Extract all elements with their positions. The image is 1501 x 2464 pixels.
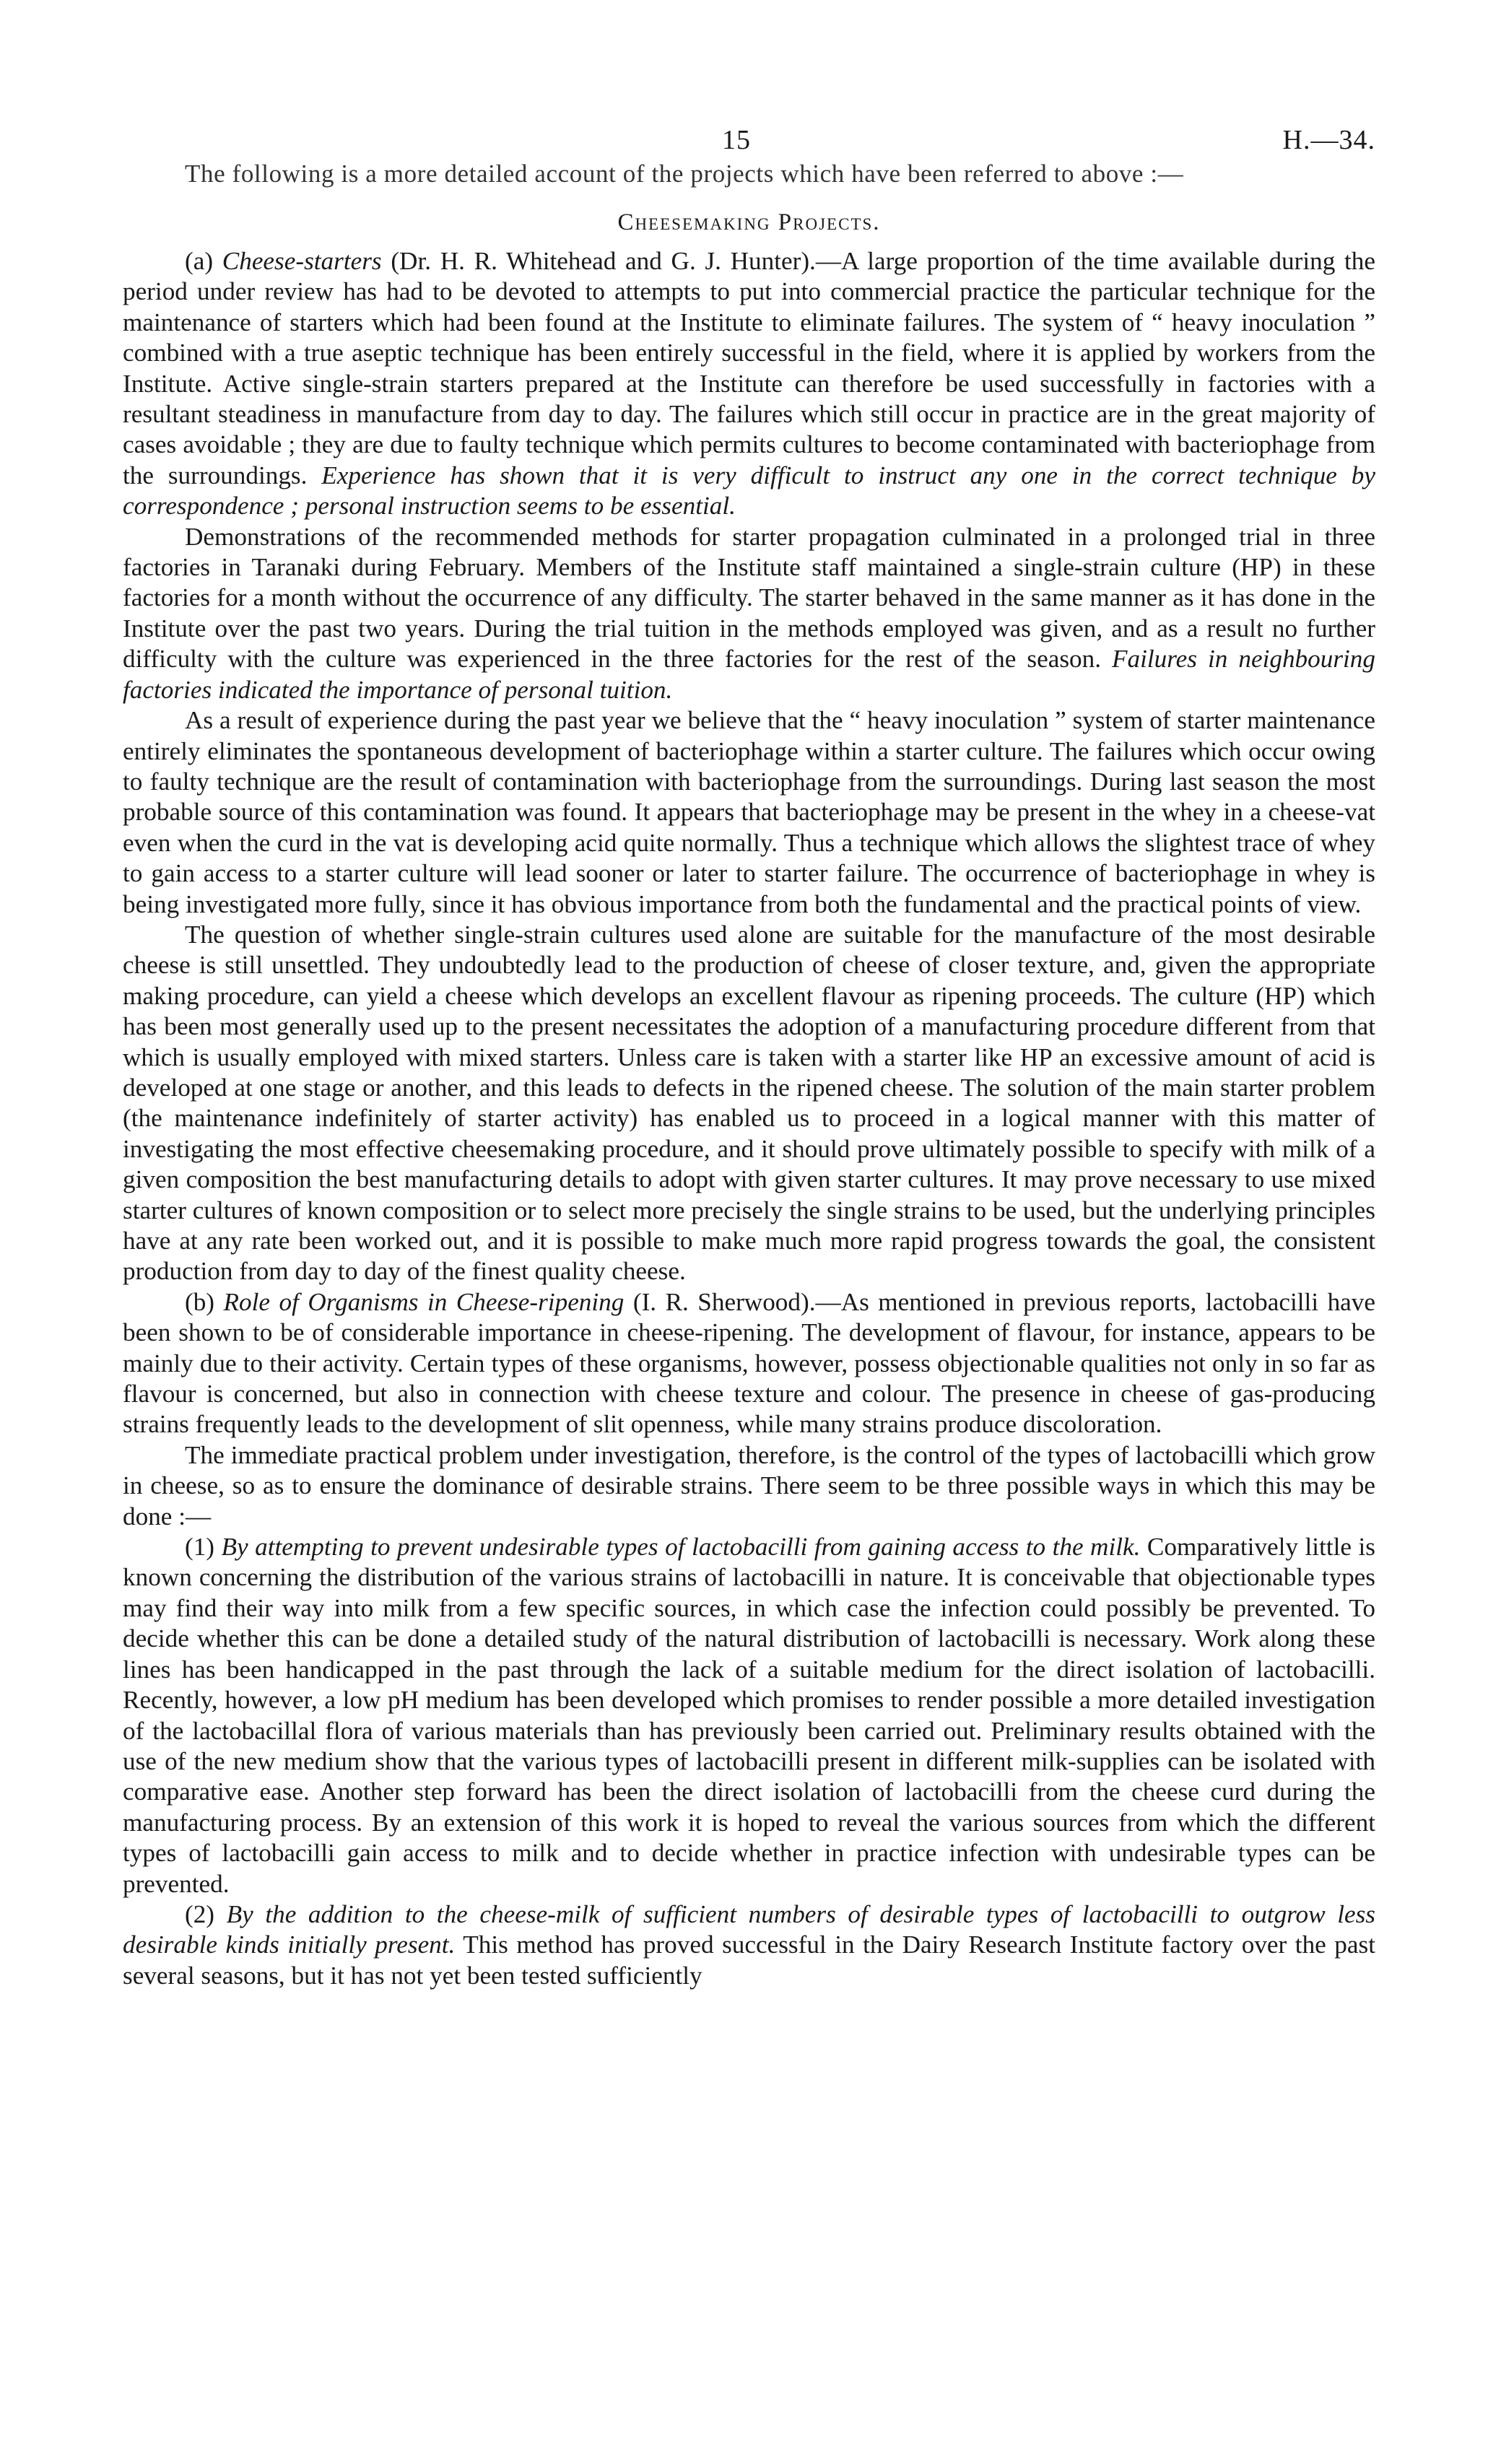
paragraph-text: (b): [185, 1287, 224, 1316]
section-title: Cheesemaking Projects.: [617, 209, 881, 235]
paragraph-cheese-starters: [123, 246, 1375, 522]
paragraph-text: (a): [185, 247, 222, 275]
document-page: [123, 108, 1375, 2433]
page-number: 15: [722, 125, 751, 155]
paragraph-text: Comparatively little is known concerning the distribution of the various strains of lactobacilli in nature. It is conceivable that objectionable types may find their way into milk from a few specific sources, in which case the infection could possibly be prevented. To decide whether this can be done a detailed study of the natural distribution of lactobacilli is necessary. Work along these lines has been handicapped in the past through the lack of a suitable medium for the direct isolation of lactobacilli. Recently, however, a low pH medium has been developed which promises to render possible a more detailed investigation of the lactobacillal flora of various materials than has previously been carried out. Preliminary results obtained with the use of the new medium show that the various types of lactobacilli present in different milk-supplies can be isolated with comparative ease. Another step forward has been the direct isolation of lactobacilli from the cheese curd during the manufacturing process. By an extension of this work it is hoped to reveal the various sources from which the different types of lactobacilli gain access to milk and to decide whether in practice infection with undesirable types can be prevented.: [123, 1533, 1375, 1898]
paragraph-heading-italic: Cheese-starters: [222, 247, 382, 275]
paragraph-heading-italic: Role of Organisms in Cheese-ripening: [223, 1287, 625, 1316]
paragraph-emphasis-italic: Experience has shown that it is very difficult to instruct any one in the correct technique by correspondence ; personal instruction seems to be essential.: [123, 461, 1375, 521]
paragraph-text: This method has proved successful in the Dairy Research Institute factory over the past several seasons, but it has not yet been tested sufficiently: [123, 1930, 1375, 1990]
intro-sentence: The following is a more detailed account of the projects which have been referred to above :—: [185, 160, 1184, 188]
paragraph-single-strain-cultures: [123, 920, 1375, 1287]
document-reference: H.—34.: [1282, 125, 1375, 155]
page-header: [123, 108, 1375, 159]
paragraph-text: (I. R. Sherwood).—As mentioned in previous reports, lactobacilli have been shown to be of considerable importance in cheese-ripening. The development of flavour, for instance, appears to be mainly due to their activity. Certain types of these organisms, however, possess objectionable qualities not only in so far as flavour is concerned, but also in connection with cheese texture and colour. The presence in cheese of gas-producing strains frequently leads to the development of slit openness, while many strains produce discoloration.: [123, 1287, 1375, 1439]
paragraph-text: The immediate practical problem under investigation, therefore, is the control of the types of lactobacilli which grow in cheese, so as to ensure the dominance of desirable strains. There seem to be three possible ways in which this may be done :—: [123, 1440, 1375, 1531]
paragraph-heavy-inoculation: [123, 705, 1375, 920]
paragraph-text: The question of whether single-strain cultures used alone are suitable for the manufacture of the most desirable cheese is still unsettled. They undoubtedly lead to the production of cheese of closer texture, and, given the appropriate making procedure, can yield a cheese which develops an excellent flavour as ripening proceeds. The culture (HP) which has been most generally used up to the present necessitates the adoption of a manufacturing procedure different from that which is usually employed with mixed starters. Unless care is taken with a starter like HP an excessive amount of acid is developed at one stage or another, and this leads to defects in the ripened cheese. The solution of the main starter problem (the maintenance indefinitely of starter activity) has enabled us to proceed in a logical manner with this matter of investigating the most effective cheesemaking procedure, and it should prove ultimately possible to specify with milk of a given composition the best manufacturing details to adopt with given starter cultures. It may prove necessary to use mixed starter cultures of known composition or to select more precisely the single strains to be used, but the underlying principles have at any rate been worked out, and it is possible to make much more rapid progress towards the goal, the consistent production from day to day of the finest quality cheese.: [123, 920, 1375, 1286]
paragraph-method-1: [123, 1532, 1375, 1899]
paragraph-text: (1): [185, 1533, 222, 1562]
paragraph-text: (Dr. H. R. Whitehead and G. J. Hunter).—A large proportion of the time available during the period under review has had to be devoted to attempts to put into commercial practice the particular technique for the maintenance of starters which had been found at the Institute to eliminate failures. The system of “ heavy inoculation ” combined with a true aseptic technique has been entirely successful in the field, where it is applied by workers from the Institute. Active single-strain starters prepared at the Institute can therefore be used successfully in factories with a resultant steadiness in manufacture from day to day. The failures which still occur in practice are in the great majority of cases avoidable ; they are due to faulty technique which permits cultures to become contaminated with bacteriophage from the surroundings.: [123, 247, 1375, 489]
paragraph-heading-italic: By the addition to the cheese-milk of sufficient numbers of desirable types of lactobacilli to outgrow less desirable kinds initially present.: [123, 1899, 1375, 1959]
paragraph-text: As a result of experience during the past year we believe that the “ heavy inoculation ” system of starter maintenance entirely eliminates the spontaneous development of bacteriophage within a starter culture. The failures which occur owing to faulty technique are the result of contamination with bacteriophage from the surroundings. During last season the most probable source of this contamination was found. It appears that bacteriophage may be present in the whey in a cheese-vat even when the curd in the vat is developing acid quite normally. Thus a technique which allows the slightest trace of whey to gain access to a starter culture will lead sooner or later to starter failure. The occurrence of bacteriophage in whey is being investigated more fully, since it has obvious importance from both the fundamental and the practical points of view.: [123, 706, 1375, 918]
paragraph-heading-italic: By attempting to prevent undesirable types of lactobacilli from gaining access to the milk.: [221, 1533, 1141, 1562]
paragraph-text: Demonstrations of the recommended methods for starter propagation culminated in a prolonged trial in three factories in Taranaki during February. Members of the Institute staff maintained a single-strain culture (HP) in these factories for a month without the occurrence of any difficulty. The starter behaved in the same manner as it has done in the Institute over the past two years. During the trial tuition in the methods employed was given, and as a result no further difficulty with the culture was experienced in the three factories for the rest of the season.: [123, 522, 1375, 674]
paragraph-text: (2): [185, 1899, 227, 1928]
paragraph-method-2: [123, 1899, 1375, 1991]
paragraph-role-of-organisms: [123, 1287, 1375, 1440]
paragraph-emphasis-italic: Failures in neighbouring factories indicated the importance of personal tuition.: [123, 645, 1375, 704]
paragraph-demonstrations: [123, 522, 1375, 705]
paragraph-practical-problem: [123, 1440, 1375, 1532]
